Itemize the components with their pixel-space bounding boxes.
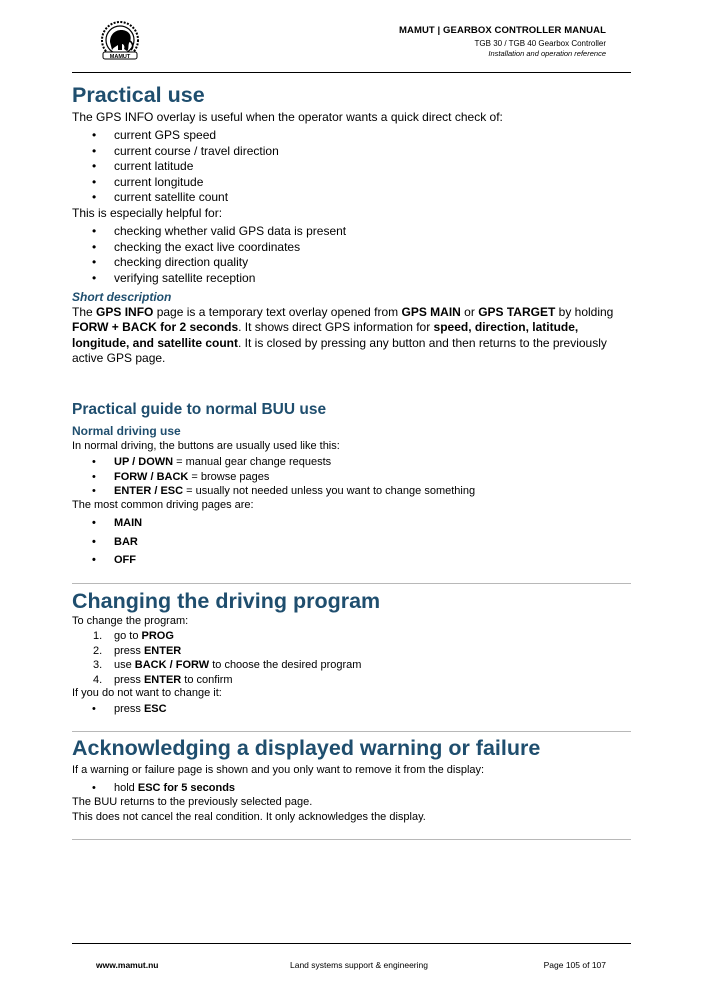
step-number: 2. [93,644,103,657]
header-subtitle2: Installation and operation reference [488,49,606,58]
text-bold: FORW + BACK for 2 seconds [72,320,239,335]
text-run: press [114,703,144,715]
text-run: . It shows direct GPS information for [238,320,434,335]
footer-url: www.mamut.nu [96,960,159,970]
list-item: • MAIN [72,514,142,533]
button-key: UP / DOWN [114,456,174,468]
text-run: press [114,644,144,657]
warning-line-1: The BUU returns to the previously selected page. [72,796,313,808]
text-run: = usually not needed unless you want to change something [183,485,476,498]
heading-practical-guide: Practical guide to normal BUU use [72,401,327,418]
short-description-text [72,305,632,367]
helpful-list [72,224,346,286]
list-item: • current satellite count [72,190,279,206]
document-header [399,25,606,58]
button-key: ESC for 5 seconds [137,782,236,794]
list-item: • current longitude [72,175,279,191]
text-run: hold [114,782,138,794]
button-key: ENTER [143,673,182,686]
list-item [72,658,361,673]
list-item [72,484,475,499]
list-item: • checking the exact live coordinates [72,240,346,256]
list-item: • BAR [72,533,142,552]
warning-action-list [72,781,235,796]
button-key: ENTER [143,644,182,657]
footer-page-number: Page 105 of 107 [543,960,606,970]
step-number: 1. [93,630,103,642]
header-rule [72,72,631,73]
header-subtitle: TGB 30 / TGB 40 Gearbox Controller [474,39,606,48]
short-description-heading: Short description [72,290,172,304]
heading-changing-program: Changing the driving program [72,589,381,613]
text-bold: GPS MAIN [401,305,461,319]
text-run: or [460,305,479,319]
button-key: BACK / FORW [134,659,210,672]
list-item: • OFF [72,551,142,570]
section-divider [72,731,631,732]
step-number: 3. [93,659,103,672]
list-item: • verifying satellite reception [72,271,346,287]
list-item [72,470,475,485]
heading-practical-use: Practical use [72,83,205,107]
list-item: • checking whether valid GPS data is present [72,224,346,240]
text-run: to choose the desired program [209,659,362,672]
header-title: MAMUT | GEARBOX CONTROLLER MANUAL [398,25,606,36]
helpful-intro: This is especially helpful for: [72,206,223,220]
text-run: = browse pages [188,470,270,483]
section-divider [72,839,631,840]
mamut-logo [95,20,145,62]
practical-use-intro: The GPS INFO overlay is useful when the operator wants a quick direct check of: [72,110,503,124]
warning-line-2: This does not cancel the real condition. It only acknowledges the display. [72,811,426,823]
program-steps-list [72,629,361,687]
button-key: ENTER / ESC [114,485,184,498]
text-bold: speed, direction, latitude, longitude, and satellite count [72,320,579,350]
footer-center: Land systems support & engineering [290,960,428,970]
text-run: press [114,673,144,686]
list-item [72,644,361,659]
pages-intro: The most common driving pages are: [72,499,254,511]
text-run: . It is closed by pressing any button and then returns to the previously active GPS page. [72,335,607,366]
button-usage-list [72,455,475,499]
list-item [72,781,235,796]
program-intro: To change the program: [72,615,189,627]
text-run: by holding [555,305,614,319]
text-run: go to [114,630,142,642]
guide-intro: In normal driving, the buttons are usually used like this: [72,440,340,452]
list-item: • checking direction quality [72,255,346,271]
list-item: • current latitude [72,159,279,175]
list-item [72,455,475,470]
section-divider [72,583,631,584]
list-item [72,702,167,717]
text-bold: GPS TARGET [478,305,556,319]
footer-rule [72,943,631,944]
esc-list [72,702,167,717]
text-run: = manual gear change requests [173,456,332,468]
button-key: ESC [143,703,167,715]
gps-check-list [72,128,279,206]
warning-intro: If a warning or failure page is shown and you only want to remove it from the display: [72,764,485,776]
text-run: page is a temporary text overlay opened from [153,305,402,319]
svg-text:MAMUT: MAMUT [109,53,131,60]
heading-acknowledging-warning: Acknowledging a displayed warning or failure [72,736,541,760]
step-number: 4. [93,673,103,686]
list-item: • current GPS speed [72,128,279,144]
button-key: PROG [141,630,174,642]
text-run: use [114,659,135,672]
no-change-intro: If you do not want to change it: [72,687,222,699]
list-item: • current course / travel direction [72,144,279,160]
list-item [72,629,361,644]
heading-normal-driving: Normal driving use [72,424,181,438]
driving-pages-list [72,514,142,570]
text-run: to confirm [181,673,233,686]
button-key: FORW / BACK [114,470,189,483]
text-bold: GPS INFO [96,305,154,319]
text-run: The [72,305,97,319]
